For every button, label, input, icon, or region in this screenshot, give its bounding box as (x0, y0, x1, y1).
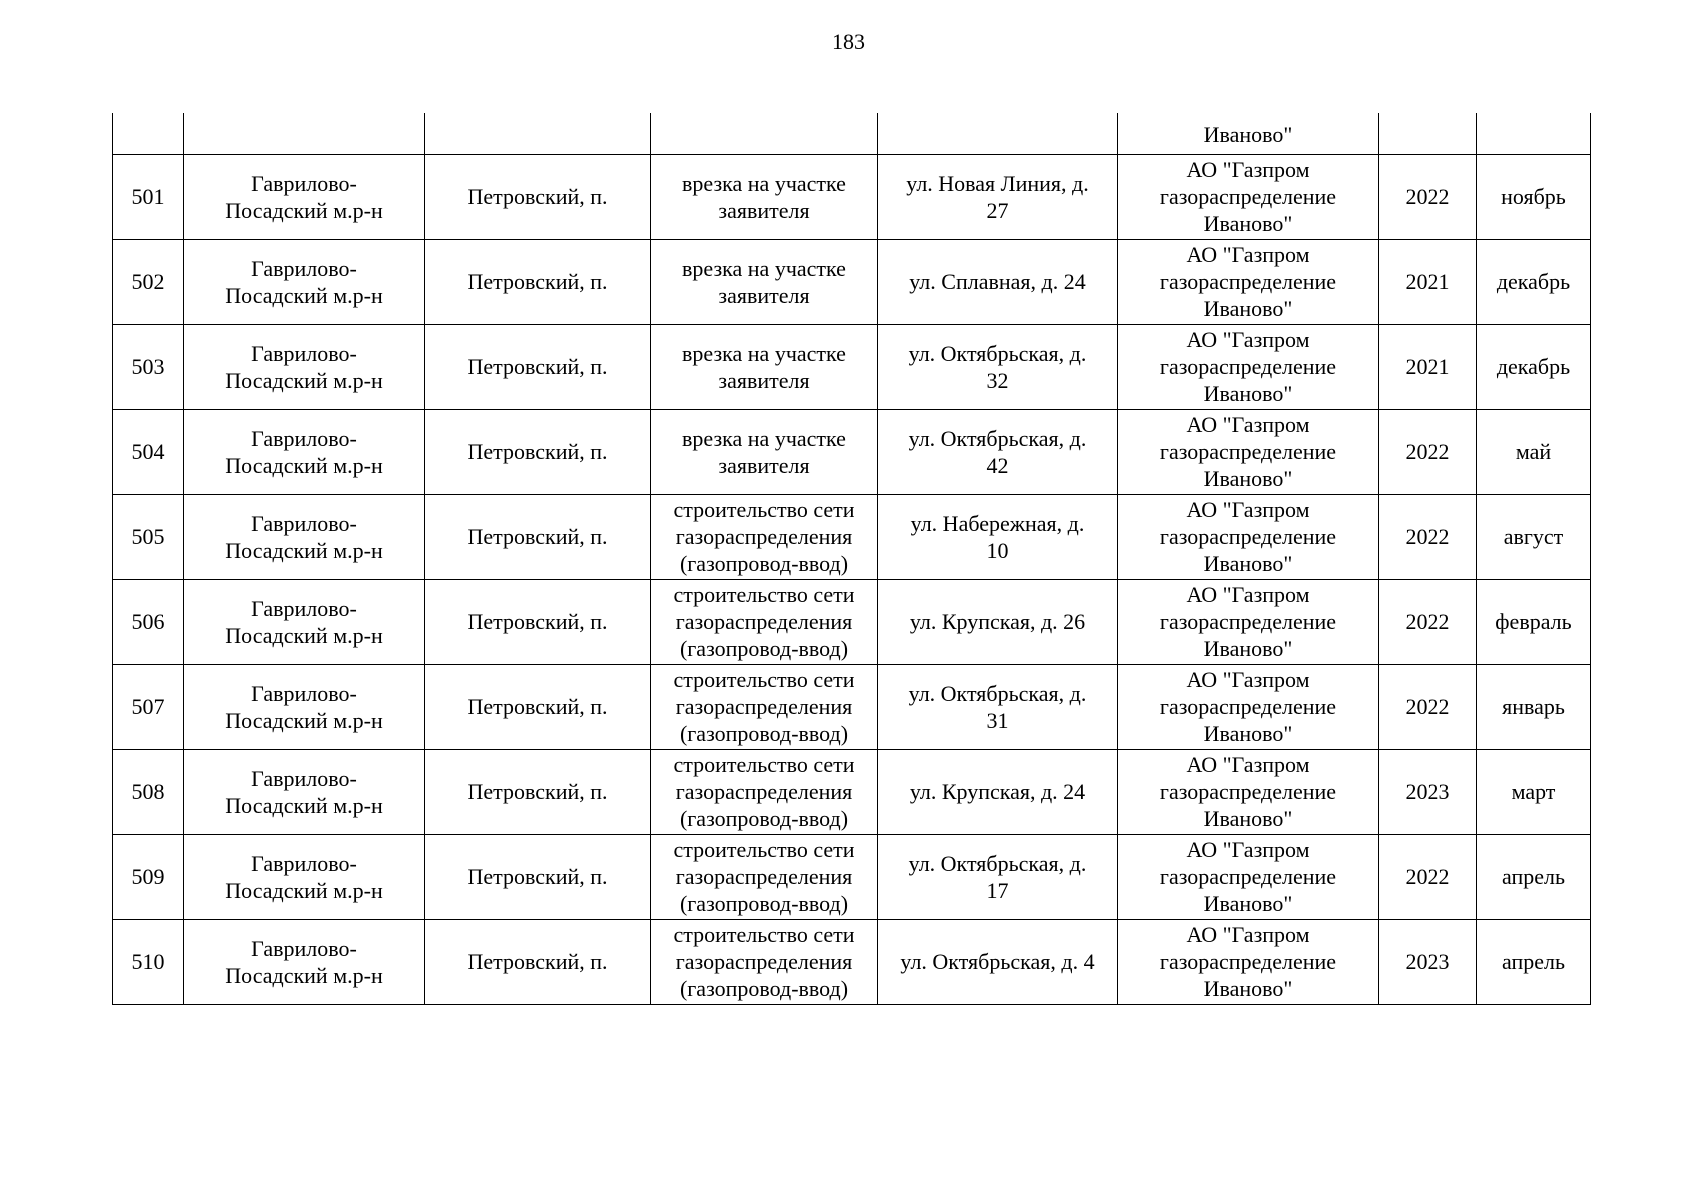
cell-district-line: Гаврилово- (251, 340, 357, 366)
cell-organization (1118, 749, 1379, 834)
table-row (113, 154, 1591, 239)
cell-address-line: 17 (986, 877, 1009, 903)
cell-work-type-line: заявителя (718, 452, 810, 478)
cell-organization-line: газораспределение (1159, 694, 1337, 719)
cell-settlement: Петровский, п. (425, 579, 651, 664)
cell-district-line: Посадский м.р-н (225, 622, 383, 648)
cell-district (184, 494, 425, 579)
cell-work-type-line: врезка на участке (682, 340, 846, 366)
cell-month: ноябрь (1477, 154, 1591, 239)
cell-district-line: Посадский м.р-н (225, 197, 383, 223)
cell-organization (1118, 154, 1379, 239)
cell-work-type-line: (газопровод-ввод) (679, 891, 849, 916)
cell-address-line: ул. Октябрьская, д. 4 (900, 949, 1095, 974)
cell-address-line: ул. Набережная, д. (910, 510, 1085, 536)
cell-organization-line: Иваново" (1203, 806, 1293, 831)
cell-district-line: Посадский м.р-н (225, 877, 383, 903)
cell-address (878, 154, 1118, 239)
cell-no: 508 (113, 749, 184, 834)
cell-district (184, 113, 425, 154)
cell-organization-line: газораспределение (1159, 864, 1337, 889)
cell-district (184, 239, 425, 324)
cell-organization-line: Иваново" (1203, 551, 1293, 576)
cell-year: 2022 (1379, 154, 1477, 239)
cell-address-line: ул. Крупская, д. 26 (909, 609, 1086, 634)
cell-year: 2022 (1379, 409, 1477, 494)
cell-address-line: ул. Крупская, д. 24 (909, 779, 1086, 804)
cell-organization-line: Иваново" (1203, 891, 1293, 916)
cell-district-line: Гаврилово- (251, 680, 357, 706)
cell-organization-line: АО "Газпром (1186, 412, 1310, 437)
cell-organization-line: газораспределение (1159, 609, 1337, 634)
cell-work-type-line: заявителя (718, 367, 810, 393)
cell-no: 507 (113, 664, 184, 749)
cell-district-line: Гаврилово- (251, 595, 357, 621)
cell-no: 509 (113, 834, 184, 919)
cell-district (184, 664, 425, 749)
cell-organization (1118, 239, 1379, 324)
cell-settlement: Петровский, п. (425, 324, 651, 409)
table-body (113, 113, 1591, 1004)
cell-district-line: Гаврилово- (251, 170, 357, 196)
cell-organization (1118, 664, 1379, 749)
cell-month (1477, 113, 1591, 154)
cell-district-line: Посадский м.р-н (225, 282, 383, 308)
cell-work-type-line: газораспределения (675, 864, 853, 889)
cell-work-type-line: (газопровод-ввод) (679, 806, 849, 831)
cell-no (113, 113, 184, 154)
cell-settlement: Петровский, п. (425, 239, 651, 324)
cell-work-type (651, 409, 878, 494)
cell-address-line: ул. Октябрьская, д. (908, 425, 1087, 451)
organization-tail: Иваново" (1203, 121, 1293, 147)
cell-work-type-line: строительство сети (673, 752, 855, 777)
cell-address (878, 239, 1118, 324)
cell-month: март (1477, 749, 1591, 834)
cell-year: 2022 (1379, 579, 1477, 664)
cell-district (184, 154, 425, 239)
cell-address-line: 31 (986, 707, 1009, 733)
cell-no: 503 (113, 324, 184, 409)
cell-district-line: Гаврилово- (251, 510, 357, 536)
cell-organization-line: газораспределение (1159, 439, 1337, 464)
cell-work-type (651, 749, 878, 834)
cell-organization-line: АО "Газпром (1186, 327, 1310, 352)
cell-no: 504 (113, 409, 184, 494)
cell-organization (1118, 834, 1379, 919)
cell-organization-line: Иваново" (1203, 636, 1293, 661)
cell-work-type-line: врезка на участке (682, 255, 846, 281)
cell-month: декабрь (1477, 239, 1591, 324)
cell-month: декабрь (1477, 324, 1591, 409)
cell-organization (1118, 919, 1379, 1004)
cell-district-line: Посадский м.р-н (225, 537, 383, 563)
cell-address (878, 664, 1118, 749)
cell-organization (1118, 324, 1379, 409)
page-number: 183 (832, 29, 865, 54)
cell-work-type-line: газораспределения (675, 524, 853, 549)
cell-organization-line: газораспределение (1159, 269, 1337, 294)
table-row (113, 834, 1591, 919)
cell-address (878, 324, 1118, 409)
cell-year: 2022 (1379, 834, 1477, 919)
cell-year: 2022 (1379, 494, 1477, 579)
cell-work-type (651, 239, 878, 324)
cell-district (184, 579, 425, 664)
cell-organization-line: АО "Газпром (1186, 837, 1310, 862)
cell-district (184, 749, 425, 834)
cell-settlement (425, 113, 651, 154)
cell-organization-line: Иваново" (1203, 976, 1293, 1001)
cell-settlement: Петровский, п. (425, 749, 651, 834)
cell-organization-line: АО "Газпром (1186, 242, 1310, 267)
registry-table (112, 113, 1591, 1005)
cell-month: январь (1477, 664, 1591, 749)
cell-month: апрель (1477, 834, 1591, 919)
cell-district-line: Посадский м.р-н (225, 962, 383, 988)
cell-organization-line: газораспределение (1159, 949, 1337, 974)
cell-organization (1118, 409, 1379, 494)
cell-address-line: ул. Новая Линия, д. (906, 170, 1089, 196)
cell-district-line: Гаврилово- (251, 425, 357, 451)
table-row (113, 579, 1591, 664)
cell-work-type-line: строительство сети (673, 667, 855, 692)
cell-work-type (651, 579, 878, 664)
cell-organization-line: Иваново" (1203, 296, 1293, 321)
cell-work-type-line: (газопровод-ввод) (679, 976, 849, 1001)
cell-settlement: Петровский, п. (425, 664, 651, 749)
cell-work-type-line: газораспределения (675, 949, 853, 974)
cell-district-line: Посадский м.р-н (225, 367, 383, 393)
cell-work-type-line: строительство сети (673, 582, 855, 607)
cell-organization-line: АО "Газпром (1186, 752, 1310, 777)
cell-district (184, 919, 425, 1004)
cell-work-type-line: (газопровод-ввод) (679, 551, 849, 576)
cell-year: 2021 (1379, 239, 1477, 324)
cell-work-type-line: газораспределения (675, 779, 853, 804)
table-row (113, 239, 1591, 324)
cell-organization-line: газораспределение (1159, 354, 1337, 379)
cell-no: 501 (113, 154, 184, 239)
cell-work-type-line: газораспределения (675, 609, 853, 634)
cell-organization-line: АО "Газпром (1186, 157, 1310, 182)
table-row (113, 749, 1591, 834)
cell-year (1379, 113, 1477, 154)
cell-no: 502 (113, 239, 184, 324)
cell-work-type-line: врезка на участке (682, 170, 846, 196)
cell-organization (1118, 113, 1379, 154)
table-row (113, 919, 1591, 1004)
cell-address-line: ул. Октябрьская, д. (908, 680, 1087, 706)
cell-address-line: ул. Октябрьская, д. (908, 850, 1087, 876)
cell-settlement: Петровский, п. (425, 494, 651, 579)
cell-address-line: ул. Сплавная, д. 24 (909, 269, 1086, 294)
cell-month: август (1477, 494, 1591, 579)
cell-work-type-line: (газопровод-ввод) (679, 636, 849, 661)
cell-work-type-line: строительство сети (673, 922, 855, 947)
cell-year: 2023 (1379, 919, 1477, 1004)
table-row (113, 494, 1591, 579)
cell-district (184, 834, 425, 919)
table-row (113, 409, 1591, 494)
cell-organization-line: АО "Газпром (1186, 667, 1310, 692)
cell-address-line: 27 (986, 197, 1009, 223)
cell-address (878, 113, 1118, 154)
cell-work-type-line: строительство сети (673, 837, 855, 862)
cell-organization-line: АО "Газпром (1186, 582, 1310, 607)
cell-address (878, 919, 1118, 1004)
cell-month: май (1477, 409, 1591, 494)
cell-district-line: Посадский м.р-н (225, 792, 383, 818)
cell-district-line: Гаврилово- (251, 765, 357, 791)
cell-month: апрель (1477, 919, 1591, 1004)
cell-organization-line: Иваново" (1203, 466, 1293, 491)
table-row (113, 324, 1591, 409)
cell-work-type-line: (газопровод-ввод) (679, 721, 849, 746)
cell-address-line: ул. Октябрьская, д. (908, 340, 1087, 366)
cell-work-type-line: заявителя (718, 197, 810, 223)
cell-address (878, 579, 1118, 664)
cell-work-type (651, 664, 878, 749)
cell-no: 506 (113, 579, 184, 664)
cell-work-type-line: заявителя (718, 282, 810, 308)
cell-work-type (651, 154, 878, 239)
cell-work-type (651, 834, 878, 919)
cell-work-type (651, 113, 878, 154)
cell-organization (1118, 579, 1379, 664)
cell-work-type-line: газораспределения (675, 694, 853, 719)
cell-address-line: 10 (986, 537, 1009, 563)
cell-settlement: Петровский, п. (425, 409, 651, 494)
cell-address-line: 32 (986, 367, 1009, 393)
cell-year: 2021 (1379, 324, 1477, 409)
cell-organization-line: газораспределение (1159, 779, 1337, 804)
cell-district-line: Гаврилово- (251, 850, 357, 876)
cell-address (878, 409, 1118, 494)
cell-work-type-line: врезка на участке (682, 425, 846, 451)
cell-settlement: Петровский, п. (425, 919, 651, 1004)
cell-work-type-line: строительство сети (673, 497, 855, 522)
cell-organization-line: газораспределение (1159, 184, 1337, 209)
cell-district-line: Гаврилово- (251, 935, 357, 961)
cell-district-line: Гаврилово- (251, 255, 357, 281)
cell-organization-line: АО "Газпром (1186, 497, 1310, 522)
cell-organization (1118, 494, 1379, 579)
cell-organization-line: Иваново" (1203, 211, 1293, 236)
cell-settlement: Петровский, п. (425, 834, 651, 919)
cell-organization-line: АО "Газпром (1186, 922, 1310, 947)
cell-year: 2022 (1379, 664, 1477, 749)
cell-district (184, 324, 425, 409)
cell-no: 510 (113, 919, 184, 1004)
cell-organization-line: газораспределение (1159, 524, 1337, 549)
table-row (113, 664, 1591, 749)
cell-address (878, 494, 1118, 579)
cell-no: 505 (113, 494, 184, 579)
cell-work-type (651, 919, 878, 1004)
cell-settlement: Петровский, п. (425, 154, 651, 239)
cell-address (878, 834, 1118, 919)
continuation-row (113, 113, 1591, 154)
cell-month: февраль (1477, 579, 1591, 664)
cell-district-line: Посадский м.р-н (225, 452, 383, 478)
cell-district-line: Посадский м.р-н (225, 707, 383, 733)
cell-district (184, 409, 425, 494)
cell-address-line: 42 (986, 452, 1009, 478)
cell-work-type (651, 494, 878, 579)
cell-work-type (651, 324, 878, 409)
cell-organization-line: Иваново" (1203, 721, 1293, 746)
cell-address (878, 749, 1118, 834)
cell-organization-line: Иваново" (1203, 381, 1293, 406)
cell-year: 2023 (1379, 749, 1477, 834)
